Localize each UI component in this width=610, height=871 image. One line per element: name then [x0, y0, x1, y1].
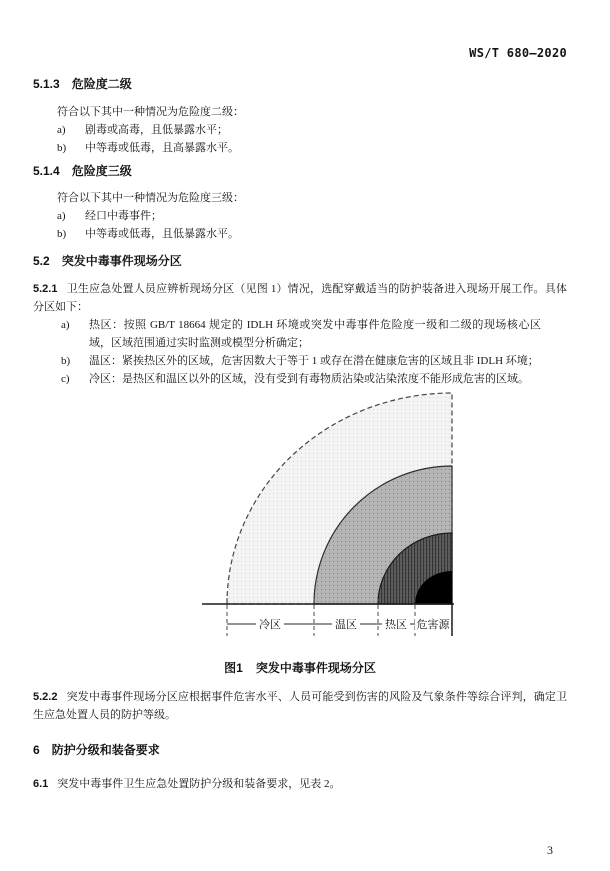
zone-label-cold: 冷区: [259, 619, 281, 631]
zoning-diagram: [168, 388, 458, 652]
heading-5-1-4: [33, 162, 567, 180]
clause-title: 危险度三级: [71, 164, 132, 178]
list-label: c): [61, 373, 70, 385]
paragraph-text: 卫生应急处置人员应辨析现场分区（见图 1）情况，选配穿戴适当的防护装备进入现场开展工作。具体分区如下：: [33, 283, 567, 313]
list-label: b): [57, 142, 67, 154]
list-item: [57, 225, 567, 243]
list-item: [57, 139, 567, 157]
clause-number: 6.1: [33, 778, 49, 790]
list-label: b): [57, 228, 67, 240]
list-text: 经口中毒事件；: [85, 210, 162, 222]
paragraph-5-1-3-intro: 符合以下其中一种情况为危险度二级：: [57, 106, 244, 118]
site-zoning-figure: [168, 388, 458, 652]
paragraph-text: 突发中毒事件卫生应急处置防护分级和装备要求，见表 2。: [57, 778, 341, 790]
paragraph-5-2-2: [33, 688, 567, 724]
clause-number: 5.2.2: [33, 691, 58, 703]
figure-number: 图1: [224, 661, 243, 675]
clause-number: 5.2: [33, 254, 50, 268]
paragraph-5-2-1: [33, 280, 567, 316]
list-text: 热区：按照 GB/T 18664 规定的 IDLH 环境或突发中毒事件危险度一级和二级的现场核心区域，区域范围通过实时监测或模型分析确定；: [89, 319, 541, 349]
list-item: [61, 370, 567, 388]
clause-title: 突发中毒事件现场分区: [61, 254, 182, 268]
list-text: 冷区：是热区和温区以外的区域，没有受到有毒物质沾染或沾染浓度不能形成危害的区域。: [89, 373, 529, 385]
list-label: a): [57, 124, 66, 136]
list-label: a): [61, 319, 70, 331]
paragraph-6-1: [33, 775, 567, 793]
heading-6: [33, 741, 567, 759]
heading-5-1-3: [33, 75, 567, 93]
heading-5-2: [33, 252, 567, 270]
list-label: b): [61, 355, 71, 367]
figure-title: 突发中毒事件现场分区: [255, 661, 376, 675]
zone-label-hot: 热区: [385, 619, 407, 631]
page-number: 3: [547, 843, 553, 857]
list-text: 温区：紧挨热区外的区域，危害因数大于等于 1 或存在潜在健康危害的区域且非 IDLH 环境；: [89, 355, 539, 367]
clause-title: 防护分级和装备要求: [51, 743, 160, 757]
list-text: 中等毒或低毒，且低暴露水平。: [85, 228, 239, 240]
list-item: [57, 121, 567, 139]
list-label: a): [57, 210, 66, 222]
clause-number: 5.1.3: [33, 77, 60, 91]
clause-number: 6: [33, 743, 40, 757]
paragraph-text: 突发中毒事件现场分区应根据事件危害水平、人员可能受到伤害的风险及气象条件等综合评判，确定卫生应急处置人员的防护等级。: [33, 691, 567, 721]
figure-caption: [33, 659, 567, 676]
clause-title: 危险度二级: [71, 77, 132, 91]
list-text: 剧毒或高毒，且低暴露水平；: [85, 124, 228, 136]
paragraph-5-1-4-intro: 符合以下其中一种情况为危险度三级：: [57, 192, 244, 204]
list-item: [61, 316, 567, 352]
list-item: [61, 352, 567, 370]
list-item: [57, 207, 567, 225]
zone-label-source: 危害源: [416, 619, 450, 631]
standard-code-header: WS/T 680—2020: [469, 46, 567, 60]
clause-number: 5.2.1: [33, 283, 58, 295]
zone-label-warm: 温区: [335, 619, 357, 631]
list-text: 中等毒或低毒，且高暴露水平。: [85, 142, 239, 154]
clause-number: 5.1.4: [33, 164, 60, 178]
